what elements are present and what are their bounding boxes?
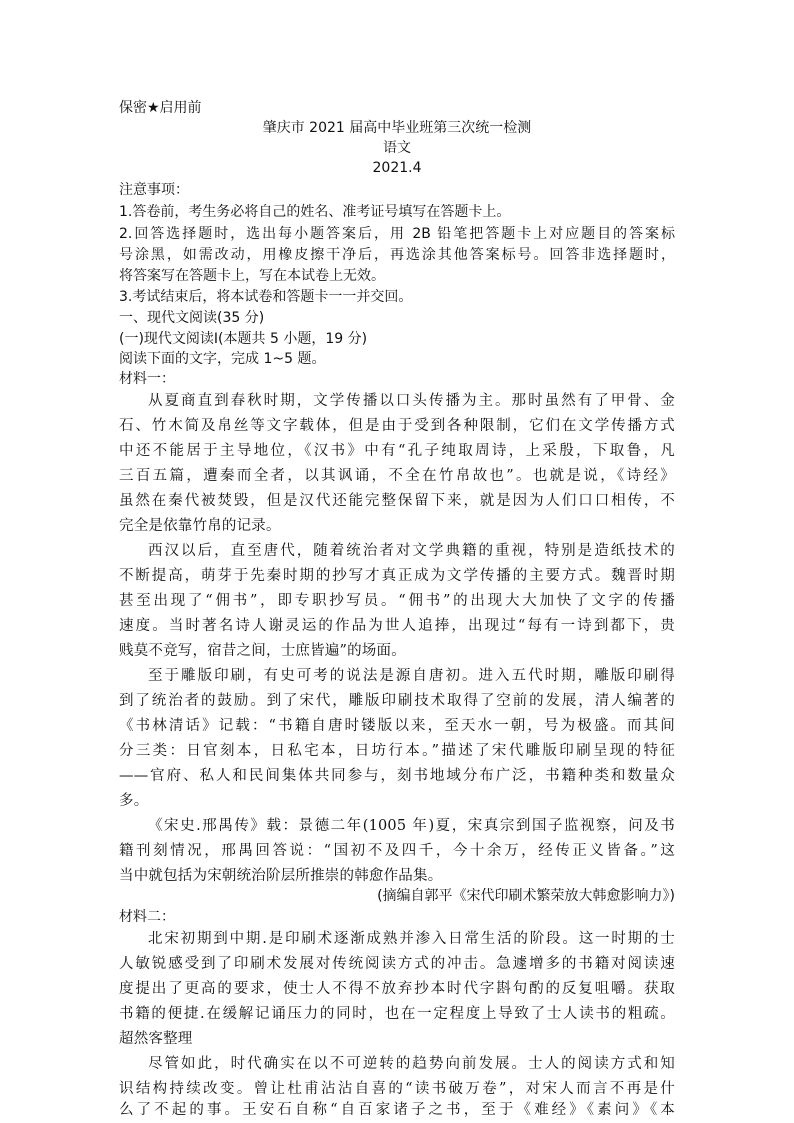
- paragraph-line: ——官府、私人和民间集体共同参与，刻书地域分布广泛，书籍种类和数量众: [119, 768, 675, 784]
- paragraph-line: 石、竹木简及帛丝等文字载体，但是由于受到各种限制，它们在文学传播方式: [119, 418, 675, 434]
- paragraph-line: 不断提高，萌芽于先秦时期的抄写才真正成为文学传播的主要方式。魏晋时期: [119, 568, 675, 584]
- paragraph-line: 中还不能居于主导地位，《汉书》中有“孔子纯取周诗，上采殷，下取鲁，凡: [119, 443, 675, 459]
- paragraph-line: 《书林清话》记载：“书籍自唐时镂版以来，至天水一朝，号为极盛。而其间: [119, 718, 675, 734]
- paragraph-line: 超然客整理: [119, 1031, 193, 1047]
- paragraph-line: 多。: [119, 793, 149, 809]
- paragraph-line: 甚至出现了“佣书”，即专职抄写员。“佣书”的出现大大加快了文字的传播: [119, 593, 675, 609]
- paragraph-line: 籍刊刻情况，邢禺回答说：“国初不及四千，今十余万，经传正义皆备。”这: [119, 843, 675, 859]
- paragraph-line: 分三类：日官刻本，日私宅本，日坊行本。”描述了宋代雕版印刷呈现的特征: [119, 743, 675, 759]
- paragraph-line: 么了不起的事。王安石自称“自百家诸子之书，至于《难经》《素问》《本: [119, 1102, 675, 1118]
- paragraph-line: 度提出了更高的要求，使士人不得不放弃抄本时代字斟句酌的反复咀嚼。获取: [119, 981, 675, 997]
- paragraph-line: 人敏锐感受到了印刷术发展对传统阅读方式的冲击。急遽增多的书籍对阅读速: [119, 956, 675, 972]
- notice-item: 3.考试结束后，将本试卷和答题卡一一并交回。: [119, 289, 413, 305]
- paragraph-line: 虽然在秦代被焚毁，但是汉代还能完整保留下来，就是因为人们口口相传，不: [119, 493, 675, 509]
- section-heading: 一、现代文阅读(35 分): [119, 310, 265, 326]
- notice-title: 注意事项：: [119, 182, 189, 198]
- notice-item: 2.回答选择题时，选出每小题答案后，用 2B 铅笔把答题卡上对应题目的答案标: [119, 226, 675, 242]
- material-two-title: 材料二：: [119, 909, 175, 925]
- paragraph-line: 到了统治者的鼓励。到了宋代，雕版印刷技术取得了空前的发展，清人编著的: [119, 693, 675, 709]
- paragraph-line: 贱莫不竞写，宿昔之间，士庶皆遍”的场面。: [119, 643, 406, 659]
- subject-label: 语文: [383, 140, 411, 156]
- paragraph-line: 西汉以后，直至唐代，随着统治者对文学典籍的重视，特别是造纸技术的: [148, 543, 675, 559]
- paragraph-line: 三百五篇，遭秦而全者，以其讽诵，不全在竹帛故也”。也就是说，《诗经》: [119, 468, 675, 484]
- paragraph-line: 速度。当时著名诗人谢灵运的作品为世人追捧，出现过“每有一诗到都下，贵: [119, 618, 675, 634]
- paragraph-line: 当中就包括为宋朝统治阶层所推崇的韩愈作品集。: [119, 868, 443, 884]
- paragraph-line: 书籍的便捷.在缓解记诵压力的同时，也在一定程度上导致了士人读书的粗疏。: [119, 1006, 675, 1022]
- notice-item: 将答案写在答题卡上，写在本试卷上无效。: [119, 268, 385, 284]
- notice-item: 号涂黑，如需改动，用橡皮擦干净后，再选涂其他答案标号。回答非选择题时，: [119, 247, 675, 263]
- paragraph-line: 完全是依靠竹帛的记录。: [119, 518, 281, 534]
- notice-item: 1.答卷前，考生务必将自己的姓名、准考证号填写在答题卡上。: [119, 204, 511, 220]
- material-one-source: (摘编自郭平《宋代印刷术繁荣放大韩愈影响力》): [377, 888, 675, 904]
- paragraph-line: 从夏商直到春秋时期，文学传播以口头传播为主。那时虽然有了甲骨、金: [148, 393, 675, 409]
- exam-title: 肇庆市 2021 届高中毕业班第三次统一检测: [262, 120, 532, 136]
- paragraph-line: 识结构持续改变。曾让杜甫沾沾自喜的“读书破万卷”，对宋人而言不再是什: [119, 1081, 675, 1097]
- exam-date: 2021.4: [372, 160, 422, 176]
- reading-instruction: 阅读下面的文字，完成 1~5 题。: [119, 351, 326, 367]
- material-one-title: 材料一：: [119, 371, 175, 387]
- paragraph-line: 《宋史.邢禺传》载：景德二年(1005 年)夏，宋真宗到国子监视察，问及书: [148, 818, 675, 834]
- paragraph-line: 至于雕版印刷，有史可考的说法是源自唐初。进入五代时期，雕版印刷得: [148, 668, 675, 684]
- subsection-heading: (一)现代文阅读Ⅰ(本题共 5 小题，19 分): [119, 331, 368, 347]
- confidential-label: 保密★启用前: [119, 100, 202, 116]
- paragraph-line: 尽管如此，时代确实在以不可逆转的趋势向前发展。士人的阅读方式和知: [148, 1056, 675, 1072]
- paragraph-line: 北宋初期到中期.是印刷术逐渐成熟并渗入日常生活的阶段。这一时期的士: [148, 931, 675, 947]
